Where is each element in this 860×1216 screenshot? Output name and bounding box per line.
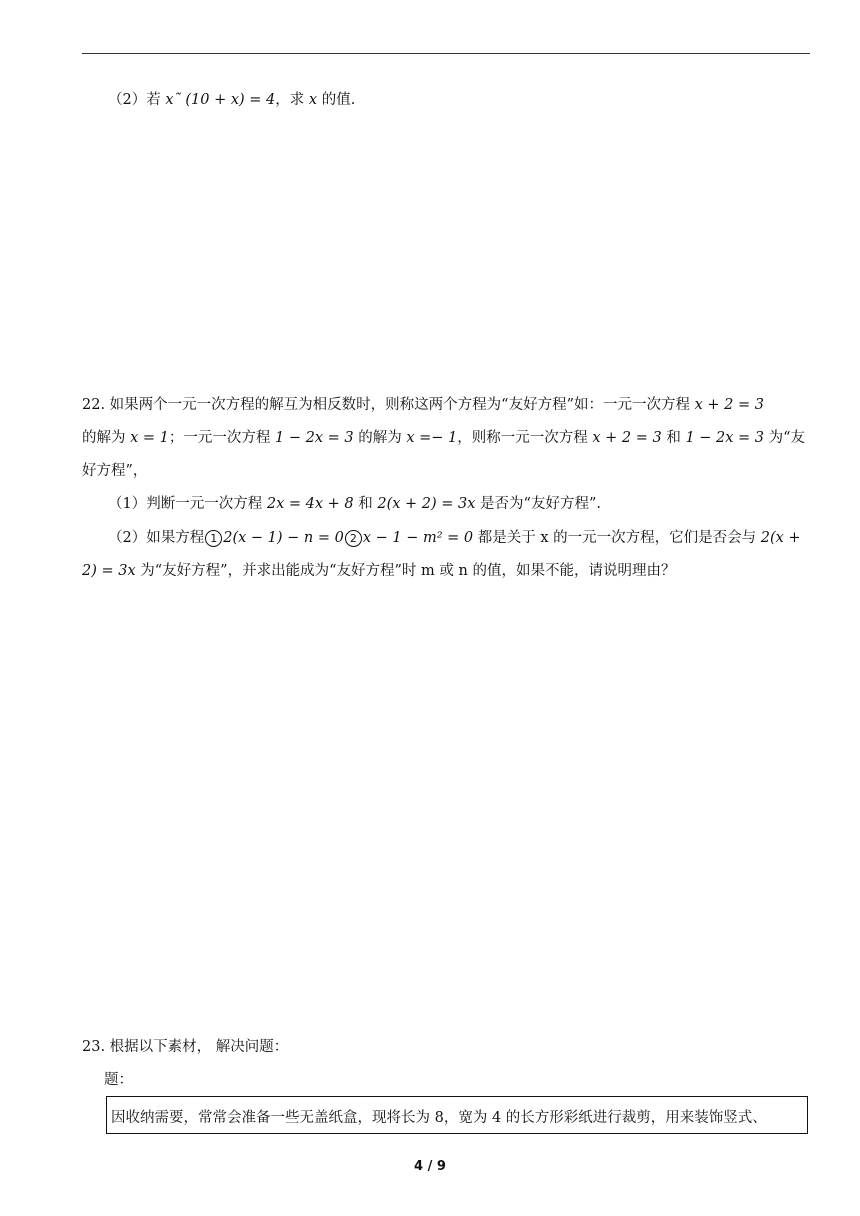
q22-line1: 22. 如果两个一元一次方程的解互为相反数时，则称这两个方程为“友好方程”如：一元一次方程 x + 2 = 3 <box>82 397 764 413</box>
q23-line2: 题： <box>104 1072 133 1088</box>
page-number: 4 / 9 <box>414 1159 446 1174</box>
q23-material-box: 因收纳需要，常常会准备一些无盖纸盒，现将长为 8，宽为 4 的长方形彩纸进行裁剪，用来装饰竖式、 <box>106 1096 808 1134</box>
q22-line2: 的解为 x = 1；一元一次方程 1 − 2x = 3 的解为 x =− 1，则称一元一次方程 x + 2 = 3 和 1 − 2x = 3 为“友 <box>82 430 806 446</box>
q21-part2: （2）若 x˜ (10 + x) = 4，求 x 的值. <box>108 92 356 108</box>
q22-part2-line2: 2) = 3x 为“友好方程”，并求出能成为“友好方程”时 m 或 n 的值，如果不能，请说明理由？ <box>82 563 676 579</box>
q22-line3: 好方程”， <box>82 463 148 479</box>
q23-line1: 23. 根据以下素材， 解决问题： <box>82 1039 289 1055</box>
q22-part1: （1）判断一元一次方程 2x = 4x + 8 和 2(x + 2) = 3x 是否为“友好方程”. <box>108 496 601 512</box>
header-rule <box>82 53 810 54</box>
circled-one-icon: 1 <box>205 530 222 547</box>
q22-part2-line1: （2）如果方程 1 2(x − 1) − n = 0 2 x − 1 − m² = 0 都是关于 x 的一元一次方程，它们是否会与 2(x + <box>108 530 801 546</box>
circled-two-icon: 2 <box>345 530 362 547</box>
